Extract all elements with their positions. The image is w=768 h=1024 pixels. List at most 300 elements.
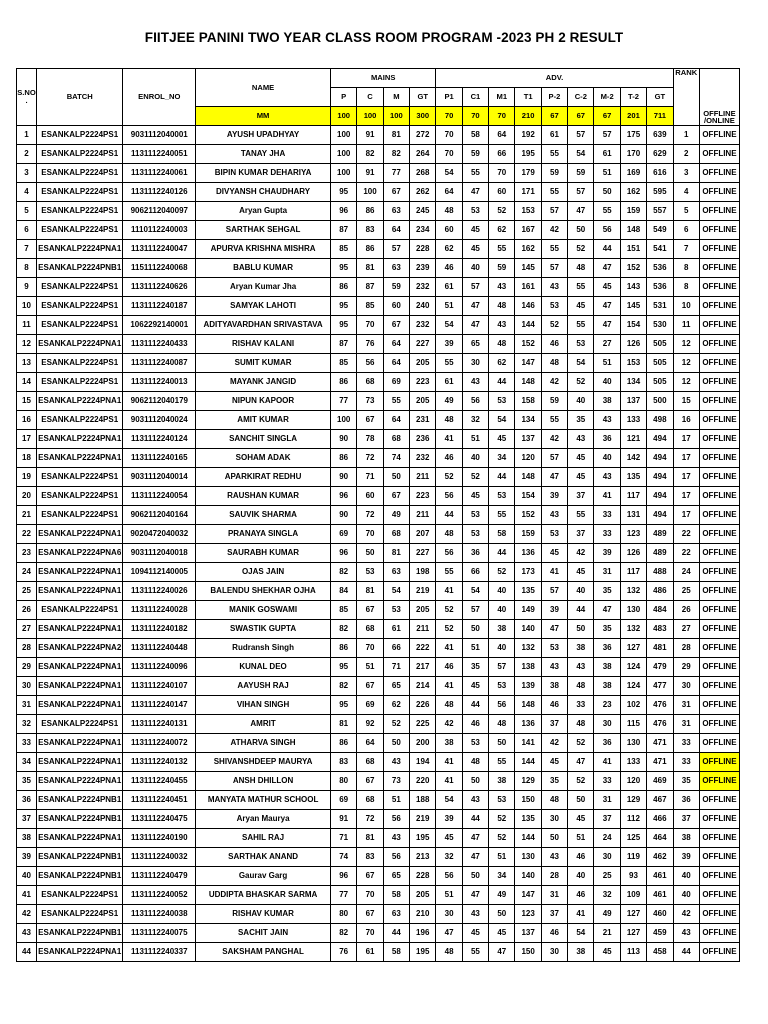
enrol-cell: 9031112040014	[123, 468, 196, 487]
rank-cell: 12	[673, 354, 699, 373]
gt-cell: 272	[410, 126, 436, 145]
sno-cell: 40	[17, 867, 37, 886]
c-cell: 100	[357, 183, 383, 202]
p-cell: 81	[331, 715, 357, 734]
t1-cell: 145	[515, 259, 541, 278]
p-cell: 95	[331, 259, 357, 278]
p-cell: 91	[331, 810, 357, 829]
m1-cell: 49	[489, 886, 515, 905]
sno-cell: 42	[17, 905, 37, 924]
m1-cell: 40	[489, 601, 515, 620]
table-row	[17, 696, 740, 715]
m2-cell: 31	[594, 563, 620, 582]
m-cell: 64	[383, 221, 409, 240]
rank-cell: 17	[673, 487, 699, 506]
c1-cell: 44	[462, 696, 488, 715]
m-cell: 67	[383, 183, 409, 202]
m-cell: 57	[383, 240, 409, 259]
m2-cell: 43	[594, 468, 620, 487]
rank-cell: 2	[673, 145, 699, 164]
sno-cell: 23	[17, 544, 37, 563]
table-row	[17, 848, 740, 867]
rank-cell: 17	[673, 506, 699, 525]
m-cell: 67	[383, 316, 409, 335]
table-row	[17, 145, 740, 164]
max-marks-cell: 67	[541, 107, 567, 126]
c-cell: 68	[357, 373, 383, 392]
c-cell: 86	[357, 202, 383, 221]
mode-cell: OFFLINE	[699, 183, 739, 202]
p-cell: 82	[331, 620, 357, 639]
p2-cell: 30	[541, 810, 567, 829]
c1-cell: 48	[462, 753, 488, 772]
subject-header: M1	[489, 88, 515, 107]
t1-cell: 148	[515, 696, 541, 715]
p1-cell: 48	[436, 202, 462, 221]
mode-cell: OFFLINE	[699, 411, 739, 430]
p-cell: 86	[331, 278, 357, 297]
p2-cell: 28	[541, 867, 567, 886]
gt-total-cell: 494	[647, 506, 673, 525]
gt-total-cell: 460	[647, 905, 673, 924]
p2-cell: 43	[541, 658, 567, 677]
gt-total-cell: 494	[647, 430, 673, 449]
table-row	[17, 259, 740, 278]
name-cell: BALENDU SHEKHAR OJHA	[196, 582, 331, 601]
sno-cell: 32	[17, 715, 37, 734]
sno-cell: 9	[17, 278, 37, 297]
c1-cell: 47	[462, 848, 488, 867]
rank-cell: 4	[673, 183, 699, 202]
batch-cell: ESANKALP2224PNA1	[37, 620, 123, 639]
mode-cell: OFFLINE	[699, 924, 739, 943]
c-cell: 87	[357, 278, 383, 297]
c1-cell: 45	[462, 487, 488, 506]
gt-total-cell: 489	[647, 525, 673, 544]
name-cell: Gaurav Garg	[196, 867, 331, 886]
c-cell: 70	[357, 639, 383, 658]
m1-cell: 56	[489, 696, 515, 715]
p1-cell: 41	[436, 677, 462, 696]
m-cell: 64	[383, 335, 409, 354]
t2-cell: 148	[620, 221, 646, 240]
m2-cell: 41	[594, 753, 620, 772]
enrol-cell: 1131112240475	[123, 810, 196, 829]
c2-cell: 57	[568, 126, 594, 145]
m2-cell: 24	[594, 829, 620, 848]
name-cell: AMIT KUMAR	[196, 411, 331, 430]
m1-cell: 40	[489, 639, 515, 658]
c-cell: 92	[357, 715, 383, 734]
enrol-cell: 1110112240003	[123, 221, 196, 240]
rank-cell: 26	[673, 601, 699, 620]
subject-header: M-2	[594, 88, 620, 107]
subject-header: C	[357, 88, 383, 107]
m-cell: 54	[383, 582, 409, 601]
m2-cell: 38	[594, 658, 620, 677]
gt-cell: 219	[410, 810, 436, 829]
sno-cell: 8	[17, 259, 37, 278]
mode-cell: OFFLINE	[699, 829, 739, 848]
mode-cell: OFFLINE	[699, 886, 739, 905]
c-cell: 68	[357, 753, 383, 772]
c-cell: 50	[357, 544, 383, 563]
m1-cell: 43	[489, 316, 515, 335]
c2-cell: 52	[568, 734, 594, 753]
gt-cell: 194	[410, 753, 436, 772]
mode-cell: OFFLINE	[699, 772, 739, 791]
p1-cell: 55	[436, 354, 462, 373]
t2-cell: 151	[620, 240, 646, 259]
subject-header: T-2	[620, 88, 646, 107]
max-marks-cell: 70	[436, 107, 462, 126]
p1-cell: 32	[436, 848, 462, 867]
batch-cell: ESANKALP2224PS1	[37, 145, 123, 164]
enrol-cell: 1131112240075	[123, 924, 196, 943]
c-cell: 91	[357, 164, 383, 183]
t2-cell: 159	[620, 202, 646, 221]
p2-cell: 57	[541, 259, 567, 278]
name-cell: SHIVANSHDEEP MAURYA	[196, 753, 331, 772]
gt-cell: 205	[410, 354, 436, 373]
c1-cell: 45	[462, 240, 488, 259]
m1-cell: 66	[489, 145, 515, 164]
name-cell: MANYATA MATHUR SCHOOL	[196, 791, 331, 810]
mode-cell: OFFLINE	[699, 240, 739, 259]
sno-cell: 41	[17, 886, 37, 905]
c-cell: 67	[357, 772, 383, 791]
p-cell: 96	[331, 202, 357, 221]
c1-cell: 32	[462, 411, 488, 430]
batch-cell: ESANKALP2224PS1	[37, 202, 123, 221]
t1-cell: 135	[515, 582, 541, 601]
p1-cell: 46	[436, 449, 462, 468]
t2-cell: 109	[620, 886, 646, 905]
m2-cell: 21	[594, 924, 620, 943]
enrol-cell: 1131112240026	[123, 582, 196, 601]
m-cell: 82	[383, 145, 409, 164]
max-marks-cell: 67	[568, 107, 594, 126]
p1-cell: 45	[436, 829, 462, 848]
gt-cell: 223	[410, 373, 436, 392]
batch-cell: ESANKALP2224PNA6	[37, 544, 123, 563]
subject-header: M	[383, 88, 409, 107]
c-cell: 81	[357, 829, 383, 848]
table-row	[17, 525, 740, 544]
enrol-cell: 1131112240626	[123, 278, 196, 297]
mode-cell: OFFLINE	[699, 278, 739, 297]
m2-cell: 25	[594, 867, 620, 886]
max-marks-label: MM	[196, 107, 331, 126]
rank-cell: 11	[673, 316, 699, 335]
m2-cell: 31	[594, 791, 620, 810]
gt-total-cell: 488	[647, 563, 673, 582]
p1-cell: 48	[436, 943, 462, 962]
enrol-cell: 1131112240131	[123, 715, 196, 734]
gt-cell: 226	[410, 696, 436, 715]
p2-cell: 41	[541, 563, 567, 582]
m2-cell: 36	[594, 734, 620, 753]
name-cell: SAUVIK SHARMA	[196, 506, 331, 525]
m-cell: 59	[383, 278, 409, 297]
t2-cell: 133	[620, 411, 646, 430]
t2-cell: 175	[620, 126, 646, 145]
p1-cell: 44	[436, 506, 462, 525]
gt-cell: 245	[410, 202, 436, 221]
p-cell: 77	[331, 392, 357, 411]
gt-total-cell: 469	[647, 772, 673, 791]
rank-cell: 33	[673, 753, 699, 772]
t2-cell: 115	[620, 715, 646, 734]
m-cell: 51	[383, 791, 409, 810]
m-cell: 55	[383, 392, 409, 411]
m1-cell: 55	[489, 753, 515, 772]
batch-cell: ESANKALP2224PNA1	[37, 582, 123, 601]
batch-cell: ESANKALP2224PNA1	[37, 829, 123, 848]
p2-cell: 59	[541, 164, 567, 183]
c1-cell: 35	[462, 658, 488, 677]
rank-cell: 12	[673, 373, 699, 392]
c2-cell: 55	[568, 278, 594, 297]
sno-cell: 20	[17, 487, 37, 506]
mode-cell: OFFLINE	[699, 810, 739, 829]
sno-cell: 13	[17, 354, 37, 373]
enrol-cell: 9031112040024	[123, 411, 196, 430]
p-cell: 95	[331, 696, 357, 715]
gt-cell: 231	[410, 411, 436, 430]
mode-cell: OFFLINE	[699, 905, 739, 924]
sno-cell: 25	[17, 582, 37, 601]
enrol-cell: 1131112240032	[123, 848, 196, 867]
c1-cell: 45	[462, 677, 488, 696]
gt-total-cell: 536	[647, 278, 673, 297]
p2-cell: 31	[541, 886, 567, 905]
m2-cell: 51	[594, 164, 620, 183]
p1-cell: 41	[436, 582, 462, 601]
c-cell: 85	[357, 297, 383, 316]
table-row	[17, 639, 740, 658]
gt-total-cell: 477	[647, 677, 673, 696]
m-cell: 53	[383, 601, 409, 620]
mode-cell: OFFLINE	[699, 734, 739, 753]
m2-cell: 33	[594, 772, 620, 791]
batch-header: BATCH	[37, 69, 123, 126]
sno-cell: 22	[17, 525, 37, 544]
t1-cell: 150	[515, 791, 541, 810]
mode-cell: OFFLINE	[699, 639, 739, 658]
batch-cell: ESANKALP2224PS1	[37, 506, 123, 525]
p1-cell: 52	[436, 601, 462, 620]
m2-cell: 61	[594, 145, 620, 164]
c-cell: 70	[357, 924, 383, 943]
t2-cell: 152	[620, 259, 646, 278]
p-cell: 96	[331, 544, 357, 563]
table-row	[17, 278, 740, 297]
c1-cell: 50	[462, 620, 488, 639]
m-cell: 62	[383, 696, 409, 715]
mode-cell: OFFLINE	[699, 867, 739, 886]
name-cell: Aryan Gupta	[196, 202, 331, 221]
enrol-cell: 1131112240451	[123, 791, 196, 810]
batch-cell: ESANKALP2224PS1	[37, 715, 123, 734]
rank-cell: 17	[673, 468, 699, 487]
c-cell: 56	[357, 354, 383, 373]
subject-header: GT	[647, 88, 673, 107]
batch-cell: ESANKALP2224PS1	[37, 221, 123, 240]
enrol-cell: 1131112240107	[123, 677, 196, 696]
p2-cell: 46	[541, 335, 567, 354]
gt-cell: 195	[410, 943, 436, 962]
enrol-cell: 1131112240455	[123, 772, 196, 791]
p-cell: 82	[331, 563, 357, 582]
rank-cell: 10	[673, 297, 699, 316]
table-row	[17, 430, 740, 449]
gt-total-cell: 484	[647, 601, 673, 620]
t1-cell: 152	[515, 506, 541, 525]
max-marks-cell: 300	[410, 107, 436, 126]
p2-cell: 52	[541, 316, 567, 335]
gt-total-cell: 462	[647, 848, 673, 867]
t1-cell: 161	[515, 278, 541, 297]
t2-cell: 130	[620, 734, 646, 753]
p-cell: 100	[331, 145, 357, 164]
sno-cell: 1	[17, 126, 37, 145]
sno-cell: 44	[17, 943, 37, 962]
p-cell: 77	[331, 886, 357, 905]
p-cell: 85	[331, 240, 357, 259]
c2-cell: 45	[568, 297, 594, 316]
name-cell: RISHAV KALANI	[196, 335, 331, 354]
p2-cell: 42	[541, 221, 567, 240]
p1-cell: 30	[436, 905, 462, 924]
c1-cell: 54	[462, 582, 488, 601]
gt-cell: 232	[410, 316, 436, 335]
batch-cell: ESANKALP2224PNA1	[37, 335, 123, 354]
rank-cell: 29	[673, 658, 699, 677]
t2-cell: 124	[620, 658, 646, 677]
table-row	[17, 240, 740, 259]
batch-cell: ESANKALP2224PNB1	[37, 924, 123, 943]
t1-cell: 162	[515, 240, 541, 259]
batch-cell: ESANKALP2224PS1	[37, 487, 123, 506]
p1-cell: 42	[436, 715, 462, 734]
c2-cell: 45	[568, 810, 594, 829]
p-cell: 90	[331, 430, 357, 449]
gt-cell: 236	[410, 430, 436, 449]
m-cell: 66	[383, 639, 409, 658]
p2-cell: 47	[541, 468, 567, 487]
batch-cell: ESANKALP2224PNA1	[37, 943, 123, 962]
gt-cell: 211	[410, 620, 436, 639]
t1-cell: 171	[515, 183, 541, 202]
m-cell: 50	[383, 468, 409, 487]
p-cell: 95	[331, 183, 357, 202]
mode-cell: OFFLINE	[699, 696, 739, 715]
c2-cell: 40	[568, 582, 594, 601]
sno-cell: 4	[17, 183, 37, 202]
batch-cell: ESANKALP2224PS1	[37, 126, 123, 145]
gt-total-cell: 459	[647, 924, 673, 943]
rank-cell: 40	[673, 886, 699, 905]
gt-total-cell: 471	[647, 734, 673, 753]
name-cell: RISHAV KUMAR	[196, 905, 331, 924]
c2-cell: 47	[568, 753, 594, 772]
mode-cell: OFFLINE	[699, 791, 739, 810]
mode-cell: OFFLINE	[699, 468, 739, 487]
m-cell: 73	[383, 772, 409, 791]
c1-cell: 53	[462, 506, 488, 525]
p-cell: 87	[331, 221, 357, 240]
t2-cell: 123	[620, 525, 646, 544]
t1-cell: 136	[515, 544, 541, 563]
gt-cell: 222	[410, 639, 436, 658]
gt-cell: 211	[410, 468, 436, 487]
c2-cell: 47	[568, 202, 594, 221]
m-cell: 67	[383, 487, 409, 506]
rank-cell: 16	[673, 411, 699, 430]
gt-total-cell: 549	[647, 221, 673, 240]
name-cell: ADITYAVARDHAN SRIVASTAVA	[196, 316, 331, 335]
sno-cell: 34	[17, 753, 37, 772]
rank-cell: 6	[673, 221, 699, 240]
t1-cell: 195	[515, 145, 541, 164]
table-row	[17, 392, 740, 411]
name-header: NAME	[196, 69, 331, 107]
enrol-cell: 1131112240124	[123, 430, 196, 449]
c-cell: 83	[357, 848, 383, 867]
p-cell: 86	[331, 734, 357, 753]
batch-cell: ESANKALP2224PS1	[37, 886, 123, 905]
t1-cell: 148	[515, 373, 541, 392]
m1-cell: 64	[489, 126, 515, 145]
c2-cell: 33	[568, 696, 594, 715]
m2-cell: 47	[594, 316, 620, 335]
batch-cell: ESANKALP2224PNB1	[37, 810, 123, 829]
table-row	[17, 791, 740, 810]
p2-cell: 46	[541, 924, 567, 943]
sno-cell: 43	[17, 924, 37, 943]
t1-cell: 140	[515, 867, 541, 886]
m1-cell: 52	[489, 829, 515, 848]
max-marks-cell: 100	[383, 107, 409, 126]
gt-total-cell: 476	[647, 696, 673, 715]
c-cell: 64	[357, 734, 383, 753]
rank-cell: 43	[673, 924, 699, 943]
gt-total-cell: 471	[647, 753, 673, 772]
sno-cell: 6	[17, 221, 37, 240]
enrol-cell: 1131112240047	[123, 240, 196, 259]
gt-total-cell: 557	[647, 202, 673, 221]
c2-cell: 37	[568, 525, 594, 544]
p2-cell: 39	[541, 487, 567, 506]
name-cell: APARKIRAT REDHU	[196, 468, 331, 487]
m1-cell: 53	[489, 677, 515, 696]
rank-cell: 40	[673, 867, 699, 886]
mode-cell: OFFLINE	[699, 126, 739, 145]
gt-total-cell: 483	[647, 620, 673, 639]
gt-total-cell: 505	[647, 354, 673, 373]
gt-total-cell: 629	[647, 145, 673, 164]
gt-cell: 227	[410, 544, 436, 563]
t2-cell: 127	[620, 639, 646, 658]
table-row	[17, 487, 740, 506]
table-row	[17, 734, 740, 753]
enrol-cell: 1131112240433	[123, 335, 196, 354]
enrol-cell: 1131112240072	[123, 734, 196, 753]
p2-cell: 45	[541, 753, 567, 772]
gt-cell: 225	[410, 715, 436, 734]
batch-cell: ESANKALP2224PNA1	[37, 677, 123, 696]
